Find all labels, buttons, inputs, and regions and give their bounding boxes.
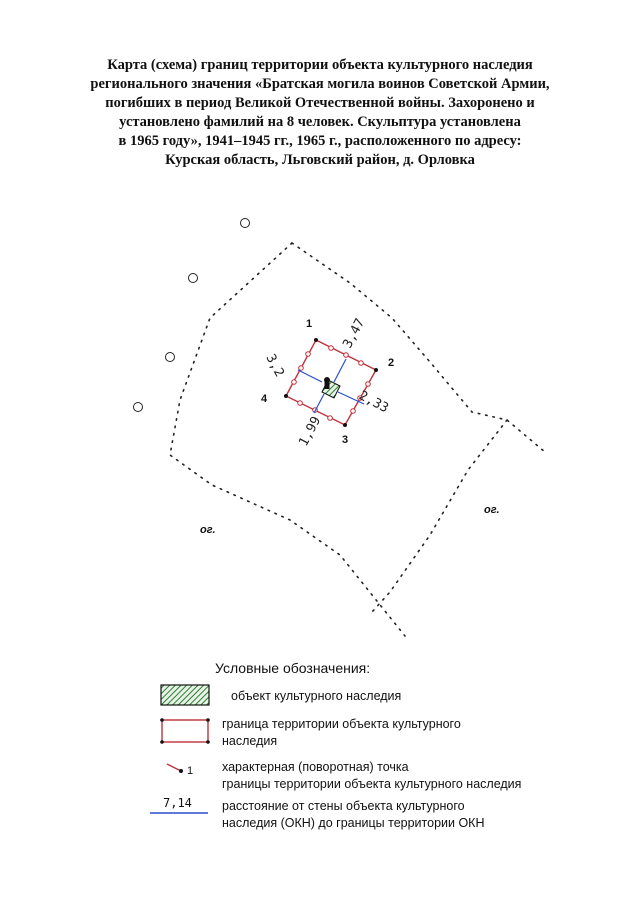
tree-circle	[166, 353, 175, 362]
title-line: погибших в период Великой Отечественной войны. Захоронено и	[105, 95, 535, 111]
tree-circle	[189, 274, 198, 283]
turning-point-1	[314, 338, 318, 342]
turning-point-4	[284, 394, 288, 398]
point-label-4: 4	[261, 393, 268, 405]
legend-title: Условные обозначения:	[215, 660, 371, 676]
legend-item-okn	[231, 688, 401, 705]
legend-text-line: границы территории объекта культурного наследия	[222, 777, 522, 791]
turning-point-3	[343, 423, 347, 427]
og-label: ог.	[200, 524, 216, 536]
og-label: ог.	[484, 504, 500, 516]
legend-item-boundary	[222, 716, 461, 750]
distance-line	[314, 394, 324, 413]
parcel-boundary	[372, 420, 507, 612]
legend-text-line: расстояние от стены объекта культурного	[222, 799, 465, 813]
distance-label: 3,47	[340, 316, 369, 351]
title-line: установлено фамилий на 8 человек. Скульптура установлена	[119, 114, 521, 130]
legend-text-line: характерная (поворотная) точка	[222, 760, 409, 774]
legend-item-turning-point	[222, 759, 521, 793]
legend-text-line: наследия (ОКН) до границы территории ОКН	[222, 816, 485, 830]
legend-boundary-swatch	[160, 718, 210, 744]
title-line: Курская область, Льговский район, д. Орловка	[165, 152, 475, 168]
tree-circle	[134, 403, 143, 412]
legend-text-line: объект культурного наследия	[231, 689, 402, 703]
legend-distance-sample: 7,14	[163, 796, 192, 810]
sculpture-icon	[324, 377, 330, 389]
legend-okn-swatch	[161, 685, 209, 705]
distance-label: 1,99	[296, 414, 325, 449]
tree-circle	[241, 219, 250, 228]
point-label-2: 2	[388, 357, 395, 369]
title-line: в 1965 году», 1941–1945 гг., 1965 г., расположенного по адресу:	[118, 133, 522, 149]
distance-line	[298, 370, 322, 382]
distance-label: 2,33	[356, 388, 391, 417]
title-line: Карта (схема) границ территории объекта культурного наследия	[107, 57, 533, 73]
distance-label: 3,2	[262, 351, 287, 380]
legend-text-line: наследия	[222, 734, 278, 748]
legend-turning-point-label: 1	[187, 765, 194, 777]
legend-item-distance	[222, 798, 485, 832]
turning-point-2	[374, 368, 378, 372]
legend-text-line: граница территории объекта культурного	[222, 717, 461, 731]
point-label-3: 3	[342, 434, 349, 446]
distance-line	[334, 359, 346, 382]
legend-turning-point-sample	[167, 764, 183, 773]
parcel-boundary	[170, 243, 405, 636]
point-label-1: 1	[306, 318, 313, 330]
title-line: регионального значения «Братская могила воинов Советской Армии,	[90, 76, 550, 92]
